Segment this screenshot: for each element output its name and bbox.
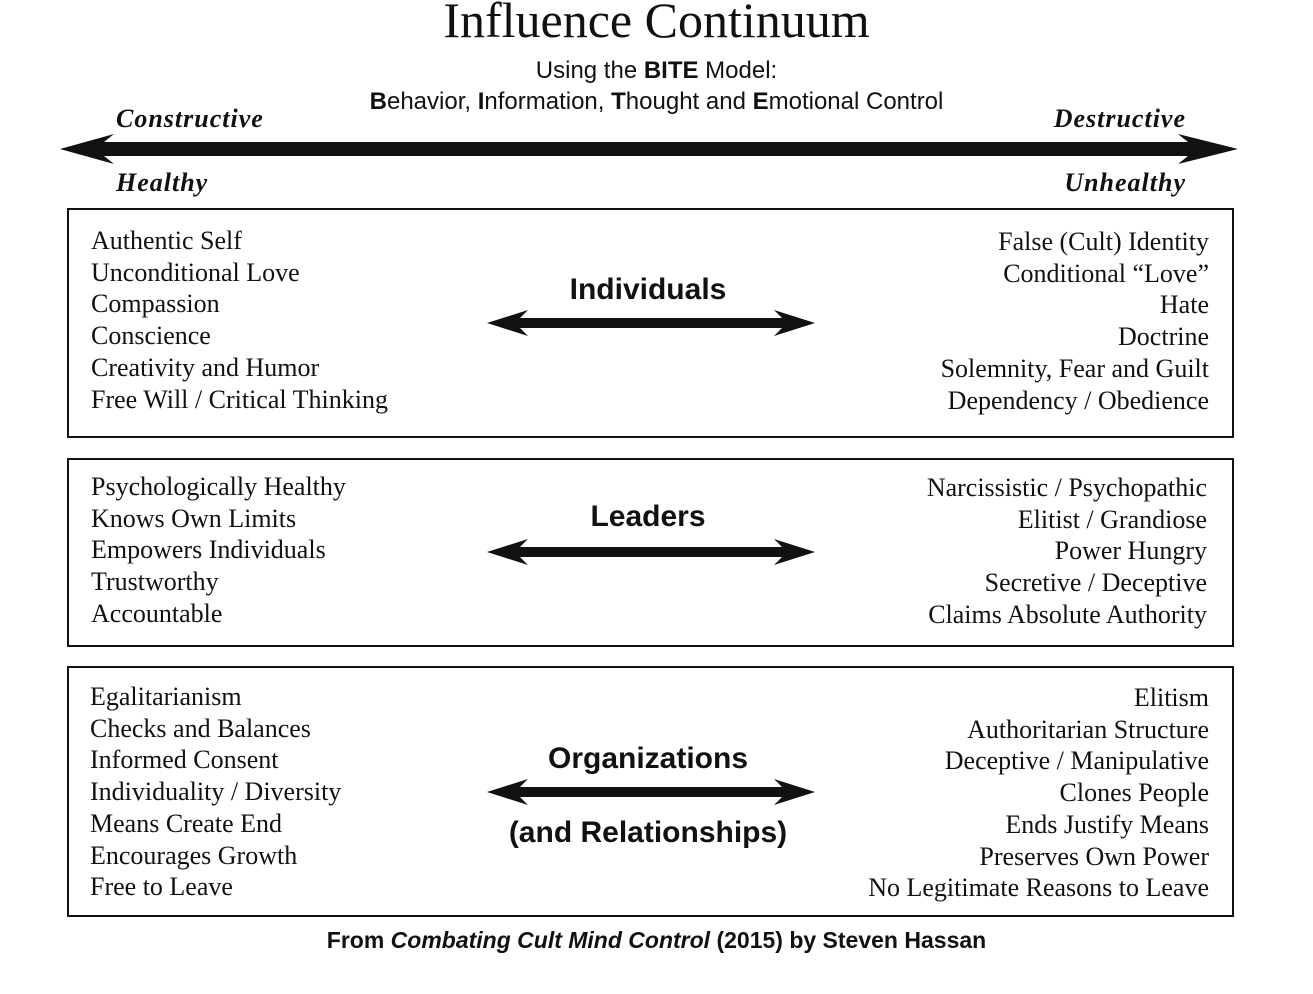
list-item: Authentic Self xyxy=(91,226,242,255)
bite-letter-i: I xyxy=(477,88,485,115)
continuum-double-arrow xyxy=(58,126,1242,172)
list-item: Preserves Own Power xyxy=(979,841,1209,871)
source-citation xyxy=(0,925,1313,955)
list-item: Empowers Individuals xyxy=(91,535,326,565)
section-sublabel-relationships: (and Relationships) xyxy=(508,816,788,849)
subtitle-post: Model: xyxy=(698,57,778,84)
organizations-double-arrow xyxy=(486,777,816,807)
section-label-organizations: Organizations xyxy=(547,742,749,775)
pole-constructive: Constructive xyxy=(116,104,264,133)
list-item: Informed Consent xyxy=(90,745,279,775)
leaders-double-arrow xyxy=(486,537,816,567)
bite-letter-b: B xyxy=(369,88,387,115)
bite-word-information: nformation, xyxy=(484,88,612,115)
list-item: Unconditional Love xyxy=(91,257,300,287)
list-item: Accountable xyxy=(91,598,223,628)
list-item: False (Cult) Identity xyxy=(998,227,1209,256)
subtitle-line-1 xyxy=(0,56,1313,86)
individuals-healthy-list xyxy=(91,225,388,415)
list-item: Narcissistic / Psychopathic xyxy=(926,473,1207,502)
citation-book-title: Combating Cult Mind Control xyxy=(390,927,711,953)
pole-destructive: Destructive xyxy=(1053,104,1186,133)
list-item: Egalitarianism xyxy=(90,682,242,711)
list-item: Encourages Growth xyxy=(90,840,298,870)
list-item: Ends Justify Means xyxy=(1005,809,1209,839)
list-item: No Legitimate Reasons to Leave xyxy=(868,873,1209,903)
list-item: Free Will / Critical Thinking xyxy=(91,384,388,414)
subtitle-bold: BITE xyxy=(643,57,699,84)
list-item: Free to Leave xyxy=(90,872,233,902)
citation-pre: From xyxy=(326,927,391,953)
pole-healthy: Healthy xyxy=(116,168,209,197)
bite-letter-t: T xyxy=(611,88,626,115)
list-item: Deceptive / Manipulative xyxy=(944,746,1209,776)
list-item: Trustworthy xyxy=(91,567,219,597)
subtitle-pre: Using the xyxy=(535,57,644,84)
list-item: Individuality / Diversity xyxy=(90,777,342,807)
section-label-leaders: Leaders xyxy=(590,500,706,533)
list-item: Solemnity, Fear and Guilt xyxy=(940,353,1209,383)
citation-post: (2015) by Steven Hassan xyxy=(710,927,987,953)
list-item: Authoritarian Structure xyxy=(967,714,1209,744)
list-item: Elitist / Grandiose xyxy=(1017,504,1207,534)
page-title: Influence Continuum xyxy=(443,0,870,48)
bite-letter-e: E xyxy=(752,88,769,115)
individuals-unhealthy-list xyxy=(941,226,1209,416)
list-item: Secretive / Deceptive xyxy=(984,568,1207,598)
list-item: Elitism xyxy=(1133,683,1209,712)
bite-word-behavior: ehavior, xyxy=(386,88,478,115)
organizations-unhealthy-list xyxy=(868,682,1209,904)
list-item: Hate xyxy=(1159,290,1209,320)
list-item: Checks and Balances xyxy=(90,713,311,743)
leaders-unhealthy-list xyxy=(927,472,1207,631)
pole-unhealthy: Unhealthy xyxy=(1064,168,1186,197)
list-item: Conditional “Love” xyxy=(1003,258,1209,288)
list-item: Conscience xyxy=(91,321,211,351)
individuals-double-arrow xyxy=(486,308,816,338)
bite-word-thought: hought and xyxy=(625,88,753,115)
list-item: Knows Own Limits xyxy=(91,503,297,533)
list-item: Doctrine xyxy=(1118,322,1209,352)
leaders-healthy-list xyxy=(91,471,346,630)
list-item: Creativity and Humor xyxy=(91,352,320,382)
list-item: Clones People xyxy=(1059,778,1209,808)
list-item: Psychologically Healthy xyxy=(91,472,346,501)
bite-word-emotional: motional Control xyxy=(768,88,944,115)
organizations-healthy-list xyxy=(90,681,341,903)
list-item: Dependency / Obedience xyxy=(947,385,1209,415)
list-item: Claims Absolute Authority xyxy=(928,599,1207,629)
list-item: Means Create End xyxy=(90,808,283,838)
section-label-individuals: Individuals xyxy=(569,273,727,306)
list-item: Compassion xyxy=(91,289,220,319)
list-item: Power Hungry xyxy=(1054,536,1207,566)
